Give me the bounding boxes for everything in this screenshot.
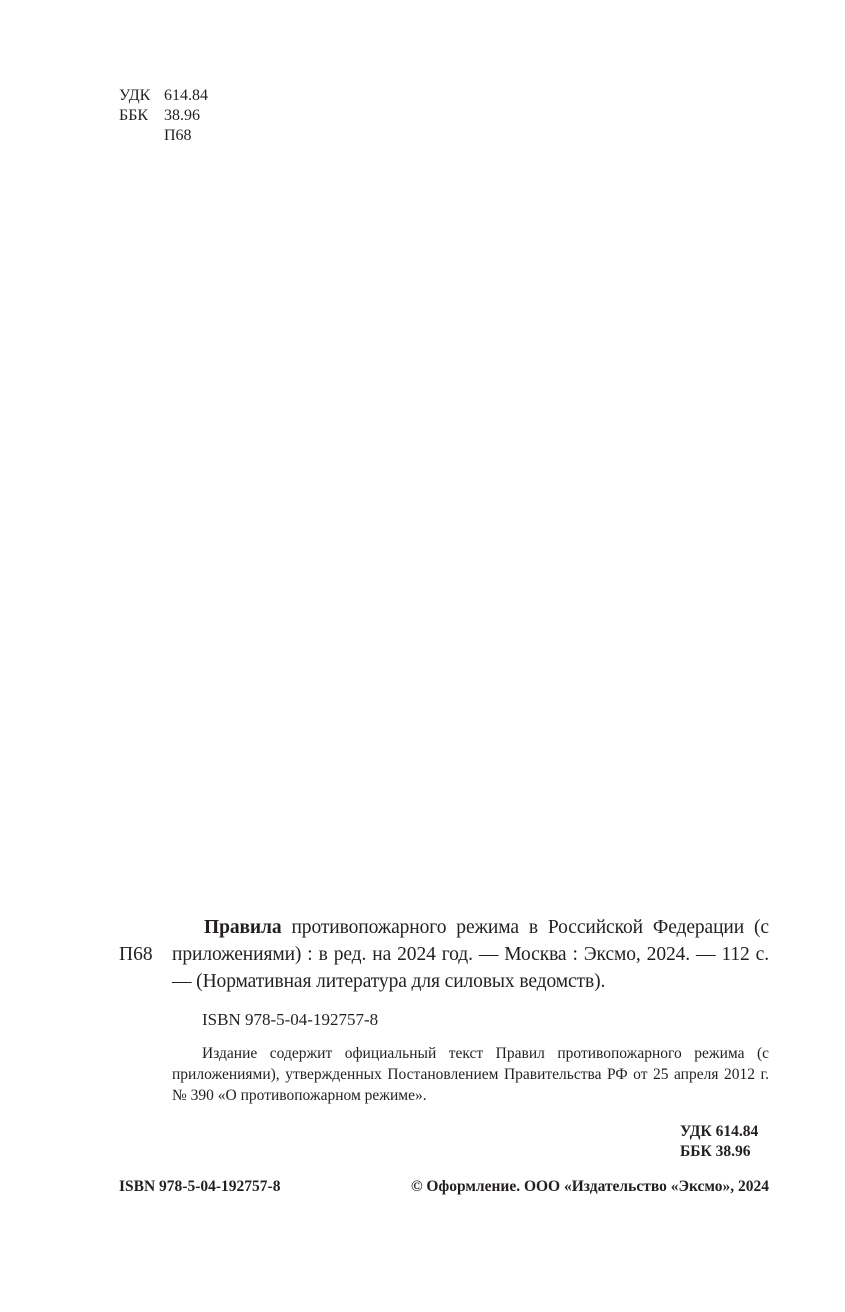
bbk-row [119,106,208,126]
udk-bold: УДК 614.84 [680,1123,759,1140]
bbk-value: 38.96 [164,107,200,124]
classification-codes-bold [680,1122,769,1162]
footer-isbn: ISBN 978-5-04-192757-8 [119,1178,281,1195]
catalog-card [119,914,769,1162]
footer-copyright: © Оформление. ООО «Издательство «Эксмо», 2024 [410,1178,769,1195]
bbk-bold: ББК 38.96 [680,1143,751,1160]
author-mark-top: П68 [164,127,192,144]
book-title: Правила [204,917,282,938]
isbn-line: ISBN 978-5-04-192757-8 [202,1010,379,1029]
classification-codes [119,86,208,146]
udk-row [119,86,208,106]
author-mark: П68 [119,944,153,965]
udk-label: УДК [119,87,151,104]
udk-value: 614.84 [164,87,208,104]
bbk-label: ББК [119,107,149,124]
bibliographic-details: противопожарного режима в Российской Федерации (с приложениями) : в ред. на 2024 год. — Москва : Эксмо, 2024. — 112 с. — (Нормативная литература для силовых ведомств). [172,917,769,992]
annotation: Издание содержит официальный текст Правил противопожарного режима (с приложениями), утвержденных Постановлением Правительства РФ от 25 апреля 2012 г. № 390 «О противопожарном режиме». [172,1045,769,1104]
bibliographic-description [172,914,769,995]
